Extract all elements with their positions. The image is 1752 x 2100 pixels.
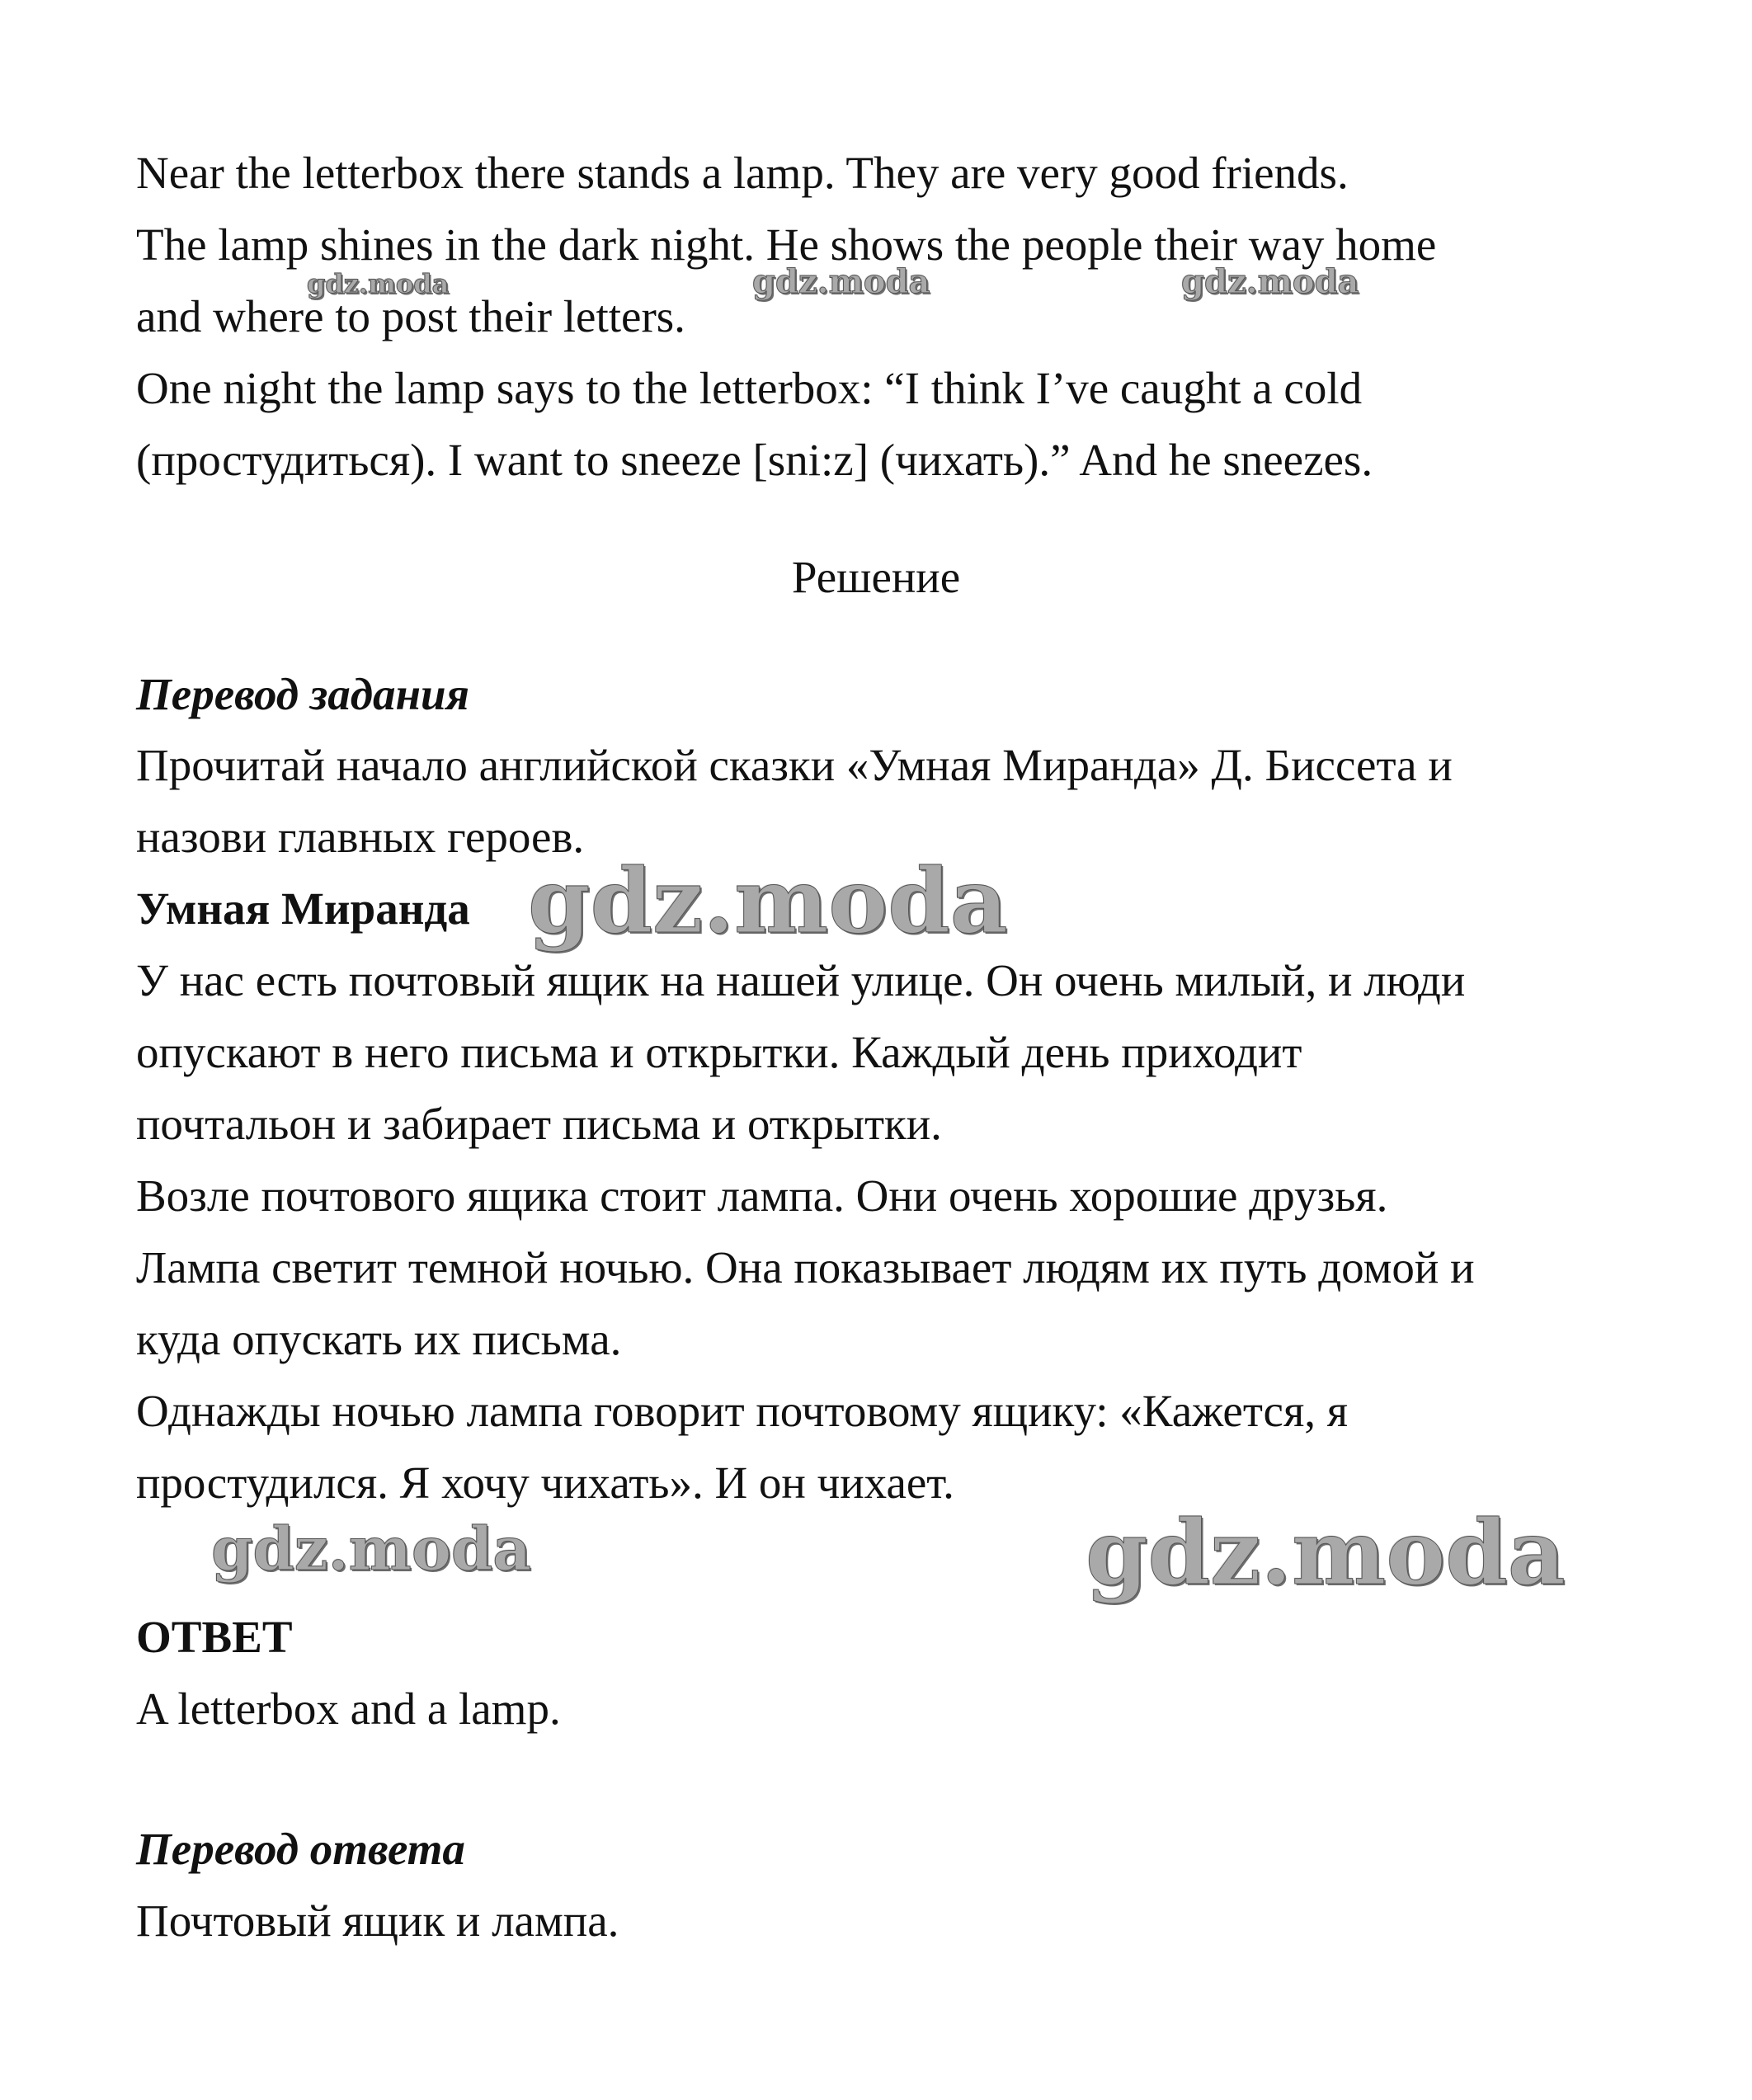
watermark-logo: gdz.moda (1181, 262, 1359, 301)
answer-translation-text: Почтовый ящик и лампа. (136, 1895, 619, 1946)
watermark-logo: gdz.moda (211, 1514, 531, 1584)
english-line-5: (простудиться). I want to sneeze [sni:z] (чихать).” And he sneezes. (136, 435, 1373, 485)
story-line-3: почтальон и забирает письма и открытки. (136, 1099, 942, 1149)
english-line-1: Near the letterbox there stands a lamp. They are very good friends. (136, 148, 1349, 198)
answer-heading: ОТВЕТ (136, 1612, 293, 1662)
story-line-4: Возле почтового ящика стоит лампа. Они очень хорошие друзья. (136, 1170, 1388, 1221)
watermark-logo: gdz.moda (528, 850, 1008, 953)
watermark-logo: gdz.moda (307, 268, 450, 299)
story-line-1: У нас есть почтовый ящик на нашей улице. Он очень милый, и люди (136, 955, 1466, 1005)
english-line-3: and where to post their letters. (136, 291, 685, 341)
english-line-4: One night the lamp says to the letterbox: “I think I’ve caught a cold (136, 363, 1363, 413)
answer-translation-heading: Перевод ответа (136, 1824, 465, 1874)
task-translation-line-1: Прочитай начало английской сказки «Умная Миранда» Д. Биссета и (136, 740, 1453, 790)
english-line-2: The lamp shines in the dark night. He shows the people their way home (136, 219, 1437, 270)
answer-text: A letterbox and a lamp. (136, 1683, 561, 1734)
story-line-8: простудился. Я хочу чихать». И он чихает. (136, 1457, 954, 1508)
task-translation-line-2: назови главных героев. (136, 812, 585, 862)
task-translation-heading: Перевод задания (136, 669, 469, 719)
story-line-6: куда опускать их письма. (136, 1314, 622, 1364)
story-title: Умная Миранда (136, 883, 470, 934)
story-line-2: опускают в него письма и открытки. Каждый день приходит (136, 1027, 1302, 1077)
watermark-logo: gdz.moda (752, 262, 930, 301)
story-line-5: Лампа светит темной ночью. Она показывает людям их путь домой и (136, 1242, 1475, 1292)
watermark-logo: gdz.moda (1086, 1501, 1566, 1605)
story-line-7: Однажды ночью лампа говорит почтовому ящику: «Кажется, я (136, 1386, 1349, 1436)
solution-heading: Решение (791, 552, 961, 602)
